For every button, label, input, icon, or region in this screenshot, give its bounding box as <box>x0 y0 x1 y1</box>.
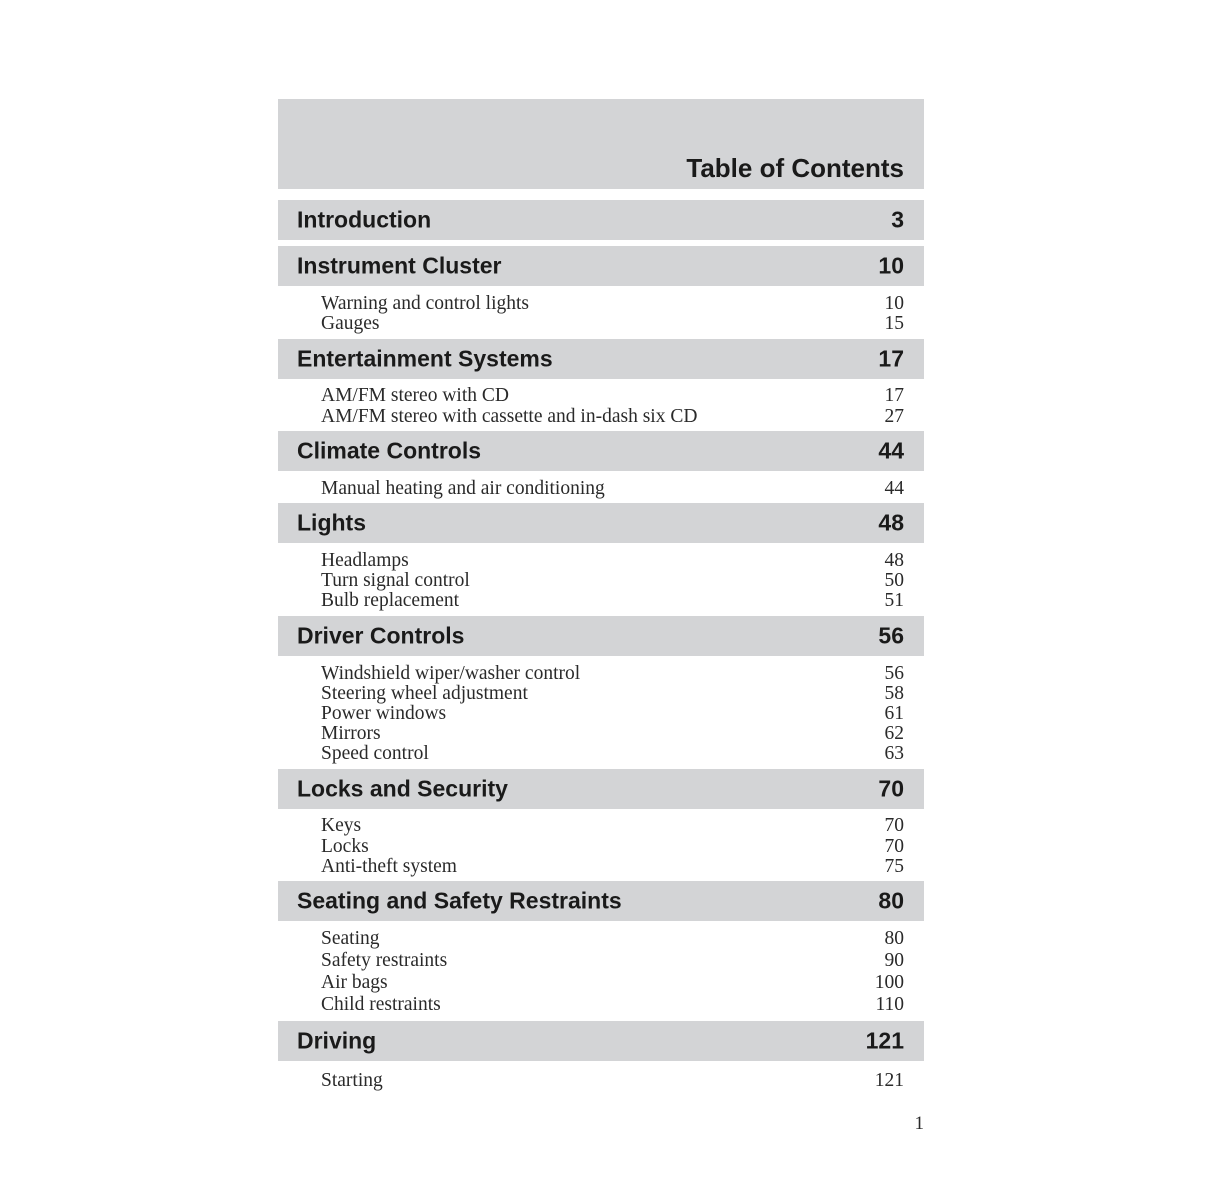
page-title: Table of Contents <box>686 153 904 183</box>
entry-title: Child restraints <box>321 994 441 1015</box>
section-title: Instrument Cluster <box>297 252 502 279</box>
entry-title: Turn signal control <box>321 570 470 591</box>
entry-title: Seating <box>321 928 380 949</box>
section-page-number: 121 <box>865 1027 904 1054</box>
toc-entry[interactable] <box>278 591 924 611</box>
entry-title: Bulb replacement <box>321 590 460 611</box>
entry-title: Keys <box>321 815 362 836</box>
toc-entry[interactable] <box>278 857 924 877</box>
entry-page-number: 110 <box>875 994 904 1015</box>
toc-entry[interactable] <box>278 551 924 571</box>
entry-title: Warning and control lights <box>321 293 530 314</box>
entry-page-number: 70 <box>884 815 904 836</box>
section-page-number: 10 <box>878 252 904 279</box>
section-locks-and-security[interactable] <box>278 769 924 809</box>
entry-page-number: 56 <box>884 663 904 684</box>
page-number: 1 <box>914 1113 924 1134</box>
entry-page-number: 63 <box>884 743 904 764</box>
entry-page-number: 27 <box>884 406 904 427</box>
toc-entry[interactable] <box>278 684 924 704</box>
section-page-number: 48 <box>878 509 904 536</box>
entry-page-number: 80 <box>884 928 904 949</box>
entry-title: Headlamps <box>321 550 409 571</box>
entry-page-number: 51 <box>884 590 904 611</box>
section-title: Entertainment Systems <box>297 345 553 372</box>
section-instrument-cluster[interactable] <box>278 246 924 286</box>
section-entertainment-systems[interactable] <box>278 339 924 379</box>
entry-title: Windshield wiper/washer control <box>321 663 581 684</box>
entry-page-number: 44 <box>884 478 904 499</box>
toc-entry[interactable] <box>278 816 924 836</box>
section-title: Driving <box>297 1027 377 1054</box>
entry-title: Power windows <box>321 703 447 724</box>
section-title: Lights <box>297 509 366 536</box>
section-title: Climate Controls <box>297 437 482 464</box>
entry-page-number: 48 <box>884 550 904 571</box>
entry-title: Gauges <box>321 313 380 334</box>
entry-title: Air bags <box>321 972 388 993</box>
section-page-number: 70 <box>878 775 904 802</box>
toc-entry[interactable] <box>278 1071 924 1091</box>
toc-entry[interactable] <box>278 995 924 1015</box>
toc-entry[interactable] <box>278 837 924 857</box>
section-page-number: 80 <box>878 887 904 914</box>
entry-page-number: 100 <box>874 972 904 993</box>
entry-page-number: 121 <box>874 1070 904 1091</box>
section-page-number: 3 <box>891 206 904 233</box>
toc-entry[interactable] <box>278 407 924 427</box>
section-seating-and-safety-restraints[interactable] <box>278 881 924 921</box>
section-page-number: 56 <box>878 622 904 649</box>
toc-entry[interactable] <box>278 724 924 744</box>
entry-page-number: 50 <box>884 570 904 591</box>
section-page-number: 17 <box>878 345 904 372</box>
section-title: Seating and Safety Restraints <box>297 887 622 914</box>
section-driving[interactable] <box>278 1021 924 1061</box>
section-page-number: 44 <box>878 437 904 464</box>
entry-page-number: 15 <box>884 313 904 334</box>
section-driver-controls[interactable] <box>278 616 924 656</box>
toc-header-band <box>278 99 924 189</box>
section-title: Introduction <box>297 206 432 233</box>
entry-page-number: 61 <box>884 703 904 724</box>
entry-title: AM/FM stereo with cassette and in-dash six CD <box>321 406 698 427</box>
section-introduction[interactable] <box>278 200 924 240</box>
entry-page-number: 90 <box>884 950 904 971</box>
toc-entry[interactable] <box>278 744 924 764</box>
toc-entry[interactable] <box>278 929 924 949</box>
entry-title: Manual heating and air conditioning <box>321 478 605 499</box>
entry-page-number: 62 <box>884 723 904 744</box>
toc-entry[interactable] <box>278 571 924 591</box>
toc-entry[interactable] <box>278 951 924 971</box>
section-title: Driver Controls <box>297 622 465 649</box>
entry-page-number: 10 <box>884 293 904 314</box>
entry-page-number: 75 <box>884 856 904 877</box>
entry-title: Mirrors <box>321 723 381 744</box>
toc-entry[interactable] <box>278 386 924 406</box>
entry-title: AM/FM stereo with CD <box>321 385 509 406</box>
entry-title: Anti-theft system <box>321 856 457 877</box>
toc-entry[interactable] <box>278 479 924 499</box>
entry-title: Safety restraints <box>321 950 448 971</box>
toc-entry[interactable] <box>278 704 924 724</box>
section-lights[interactable] <box>278 503 924 543</box>
entry-page-number: 58 <box>884 683 904 704</box>
entry-title: Steering wheel adjustment <box>321 683 528 704</box>
toc-entry[interactable] <box>278 664 924 684</box>
section-climate-controls[interactable] <box>278 431 924 471</box>
toc-entry[interactable] <box>278 294 924 314</box>
entry-page-number: 70 <box>884 836 904 857</box>
toc-entry[interactable] <box>278 314 924 334</box>
toc-entry[interactable] <box>278 973 924 993</box>
entry-page-number: 17 <box>884 385 904 406</box>
entry-title: Locks <box>321 836 369 857</box>
section-title: Locks and Security <box>297 775 508 802</box>
entry-title: Starting <box>321 1070 383 1091</box>
entry-title: Speed control <box>321 743 429 764</box>
